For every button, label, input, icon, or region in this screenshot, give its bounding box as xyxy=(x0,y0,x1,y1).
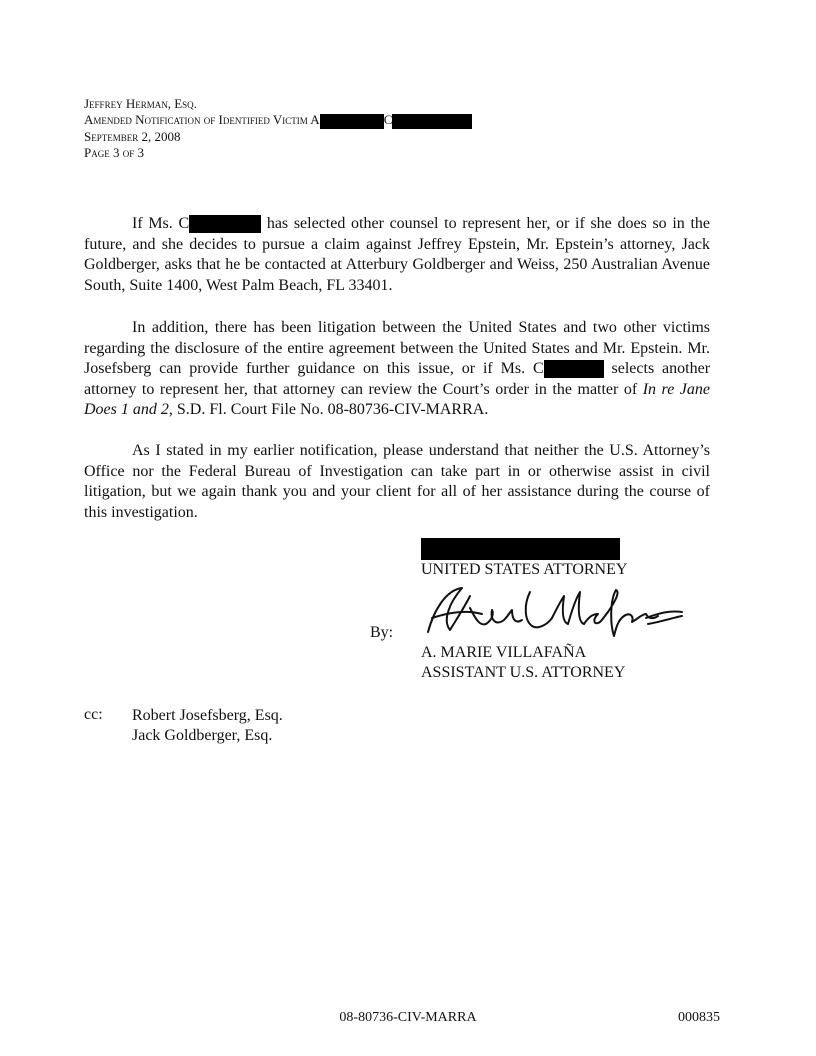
footer-bates-number: 000835 xyxy=(678,1010,720,1025)
cc-list xyxy=(132,706,283,746)
footer-case-number: 08-80736-CIV-MARRA xyxy=(339,1010,477,1025)
letter-header xyxy=(84,96,472,161)
office-title: UNITED STATES ATTORNEY xyxy=(421,561,628,578)
addressee-line: Jeffrey Herman, Esq. xyxy=(84,96,197,111)
cc-label: cc: xyxy=(84,706,103,723)
redaction-bar xyxy=(320,114,384,129)
page-indicator: Page 3 of 3 xyxy=(84,144,144,160)
subject-initial-a: A xyxy=(310,112,320,127)
p3-text: As I stated in my earlier notification, please understand that neither the U.S. Attorney’s Office nor the Federal Bureau of Investigation can take part in or otherwise assist in civil litigation, but we again thank you and your client for all of her assistance during the course of this investigation. xyxy=(84,442,710,521)
case-name: In re Jane Does 1 and 2 xyxy=(84,380,711,418)
redaction-bar xyxy=(189,215,261,233)
paragraph-counsel xyxy=(84,214,710,296)
p1-rest: has selected other counsel to represent her, or if she does so in the future, and she decides to pursue a claim against Jeffrey Epstein, Mr. Epstein’s attorney, Jack Goldberger, asks that he be contacted at Atterbury Goldberger and Weiss, 250 Australian Avenue South, Suite 1400, West Palm Beach, FL 33401. xyxy=(84,215,711,294)
cc-recipient: Jack Goldberger, Esq. xyxy=(132,727,273,744)
subject-initial-c: C xyxy=(383,112,393,127)
handwritten-signature xyxy=(420,580,690,642)
date-line: September 2, 2008 xyxy=(84,128,181,144)
signer-title: ASSISTANT U.S. ATTORNEY xyxy=(421,664,626,681)
signer-block xyxy=(421,643,625,683)
signer-name: A. MARIE VILLAFAÑA xyxy=(421,644,587,661)
paragraph-closing xyxy=(84,441,710,523)
p2-lead: In addition, there has been litigation between the United States and two other victims regarding the disclosure of the entire agreement between the United States and Mr. Epstein. Mr. Josefsberg can provide further guidance on this issue, or if Ms. C xyxy=(84,319,710,377)
subject-line xyxy=(84,112,472,129)
subject-prefix: Amended Notification of Identified Victim xyxy=(84,112,308,127)
by-label: By: xyxy=(370,624,394,641)
redaction-bar xyxy=(544,360,604,378)
redaction-bar xyxy=(421,538,620,560)
p2-end: , S.D. Fl. Court File No. 08-80736-CIV-MARRA. xyxy=(168,401,489,418)
p1-lead: If Ms. C xyxy=(132,215,190,232)
p2-mid: selects another attorney to represent her, that attorney can review the Court’s order in the matter of xyxy=(84,360,711,398)
signature-office-block xyxy=(421,538,627,580)
paragraph-litigation xyxy=(84,318,710,421)
redaction-bar xyxy=(392,114,472,129)
cc-recipient: Robert Josefsberg, Esq. xyxy=(132,707,283,724)
